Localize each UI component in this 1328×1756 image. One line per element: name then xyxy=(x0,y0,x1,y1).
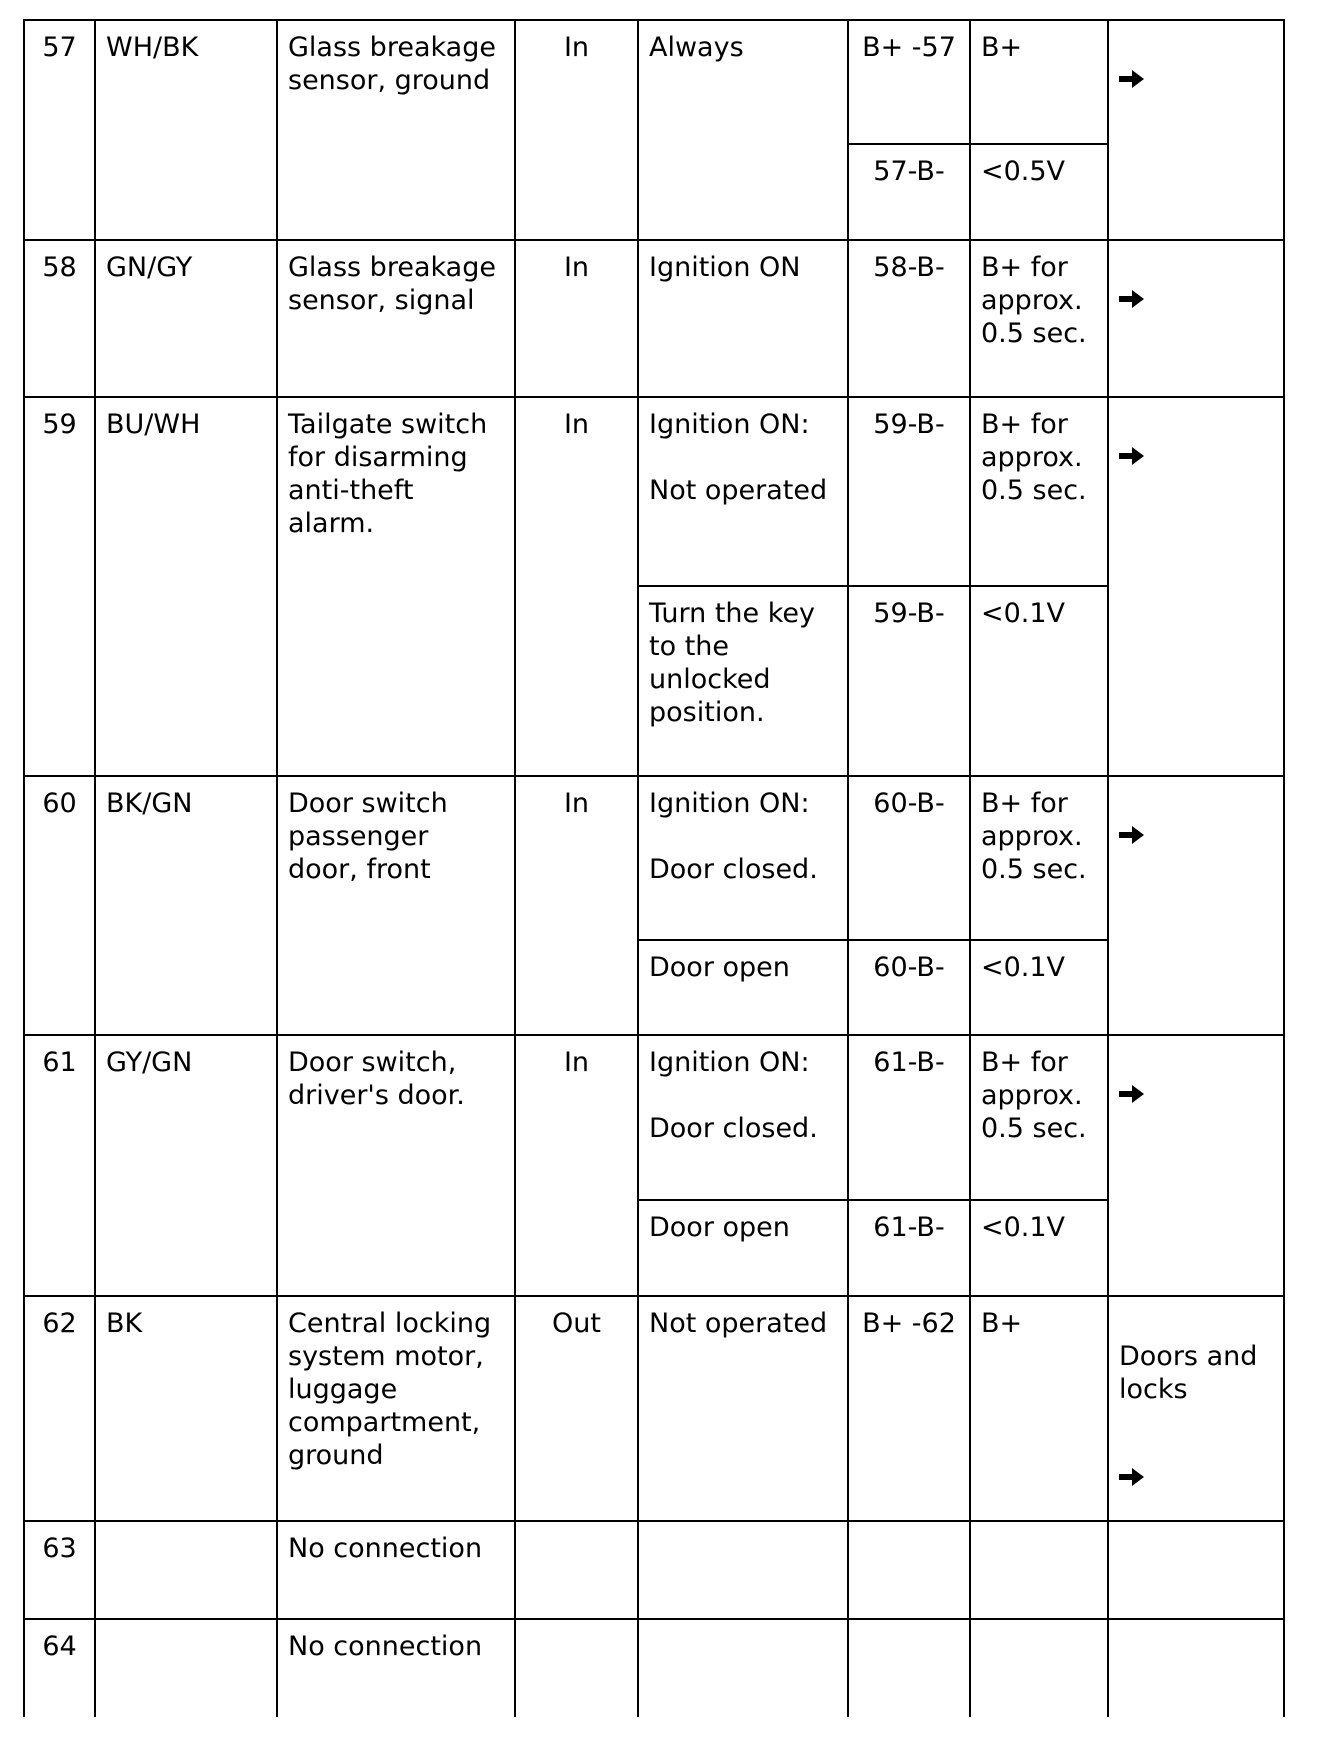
specified-value: B+ for approx. 0.5 sec. xyxy=(970,240,1108,397)
test-condition: Door open xyxy=(638,1200,848,1296)
specified-value: B+ for approx. 0.5 sec. xyxy=(970,397,1108,586)
wire-color xyxy=(95,1521,277,1619)
right-arrow-icon[interactable] xyxy=(1119,446,1145,466)
test-condition: Ignition ON xyxy=(638,240,848,397)
wire-color xyxy=(95,1619,277,1717)
signal-direction: In xyxy=(515,1035,638,1296)
pin-number: 62 xyxy=(24,1296,95,1521)
test-condition: Ignition ON: Door closed. xyxy=(638,1035,848,1200)
test-condition: Ignition ON: Not operated xyxy=(638,397,848,586)
signal-direction: In xyxy=(515,240,638,397)
right-arrow-icon[interactable] xyxy=(1119,289,1145,309)
table-row xyxy=(24,776,1284,940)
measure-terminals: B+ -62 xyxy=(848,1296,970,1521)
measure-terminals: 60-B- xyxy=(848,940,970,1035)
reference-cell xyxy=(1108,1296,1284,1521)
measure-terminals: 58-B- xyxy=(848,240,970,397)
reference-cell xyxy=(1108,240,1284,397)
pin-assignment-table xyxy=(23,19,1285,1717)
table-row xyxy=(24,1521,1284,1619)
wire-color: WH/BK xyxy=(95,20,277,240)
measure-terminals: 60-B- xyxy=(848,776,970,940)
measure-terminals: B+ -57 xyxy=(848,20,970,144)
pin-description: No connection xyxy=(277,1619,515,1717)
empty-cell xyxy=(848,1521,970,1619)
right-arrow-icon[interactable] xyxy=(1119,1084,1145,1104)
wire-color: BU/WH xyxy=(95,397,277,776)
right-arrow-icon[interactable] xyxy=(1119,1467,1145,1487)
empty-cell xyxy=(848,1619,970,1717)
reference-cell xyxy=(1108,20,1284,240)
pin-description: Central locking system motor, luggage compartment, ground xyxy=(277,1296,515,1521)
pin-description: Glass breakage sensor, signal xyxy=(277,240,515,397)
measure-terminals: 59-B- xyxy=(848,586,970,776)
specified-value: <0.1V xyxy=(970,1200,1108,1296)
test-condition: Not operated xyxy=(638,1296,848,1521)
pin-number: 64 xyxy=(24,1619,95,1717)
table-row xyxy=(24,240,1284,397)
test-condition: Ignition ON: Door closed. xyxy=(638,776,848,940)
reference-cell xyxy=(1108,397,1284,776)
specified-value: B+ for approx. 0.5 sec. xyxy=(970,1035,1108,1200)
empty-cell xyxy=(970,1521,1108,1619)
table-row xyxy=(24,1296,1284,1521)
pin-description: Tailgate switch for disarming anti-theft alarm. xyxy=(277,397,515,776)
pin-number: 60 xyxy=(24,776,95,1035)
pin-number: 57 xyxy=(24,20,95,240)
right-arrow-icon[interactable] xyxy=(1119,825,1145,845)
signal-direction: In xyxy=(515,20,638,240)
pin-number: 63 xyxy=(24,1521,95,1619)
test-condition: Turn the key to the unlocked position. xyxy=(638,586,848,776)
measure-terminals: 57-B- xyxy=(848,144,970,240)
signal-direction: Out xyxy=(515,1296,638,1521)
pin-description: No connection xyxy=(277,1521,515,1619)
pin-description: Door switch passenger door, front xyxy=(277,776,515,1035)
test-condition: Door open xyxy=(638,940,848,1035)
empty-cell xyxy=(515,1619,638,1717)
pin-number: 61 xyxy=(24,1035,95,1296)
empty-cell xyxy=(1108,1521,1284,1619)
specified-value: <0.1V xyxy=(970,586,1108,776)
pin-description: Door switch, driver's door. xyxy=(277,1035,515,1296)
measure-terminals: 61-B- xyxy=(848,1035,970,1200)
wire-color: GY/GN xyxy=(95,1035,277,1296)
right-arrow-icon[interactable] xyxy=(1119,69,1145,89)
specified-value: B+ xyxy=(970,20,1108,144)
table-row xyxy=(24,1619,1284,1717)
reference-cell xyxy=(1108,776,1284,1035)
signal-direction: In xyxy=(515,776,638,1035)
wire-color: GN/GY xyxy=(95,240,277,397)
reference-cell xyxy=(1108,1035,1284,1296)
pin-number: 58 xyxy=(24,240,95,397)
table-row xyxy=(24,20,1284,144)
pin-description: Glass breakage sensor, ground xyxy=(277,20,515,240)
measure-terminals: 61-B- xyxy=(848,1200,970,1296)
signal-direction: In xyxy=(515,397,638,776)
empty-cell xyxy=(638,1619,848,1717)
measure-terminals: 59-B- xyxy=(848,397,970,586)
reference-link[interactable]: Doors and locks xyxy=(1119,1341,1258,1405)
pin-number: 59 xyxy=(24,397,95,776)
empty-cell xyxy=(970,1619,1108,1717)
specified-value: <0.1V xyxy=(970,940,1108,1035)
empty-cell xyxy=(515,1521,638,1619)
specified-value: B+ xyxy=(970,1296,1108,1521)
specified-value: B+ for approx. 0.5 sec. xyxy=(970,776,1108,940)
specified-value: <0.5V xyxy=(970,144,1108,240)
table-row xyxy=(24,397,1284,586)
table-row xyxy=(24,1035,1284,1200)
test-condition: Always xyxy=(638,20,848,240)
empty-cell xyxy=(1108,1619,1284,1717)
wire-color: BK/GN xyxy=(95,776,277,1035)
wire-color: BK xyxy=(95,1296,277,1521)
empty-cell xyxy=(638,1521,848,1619)
